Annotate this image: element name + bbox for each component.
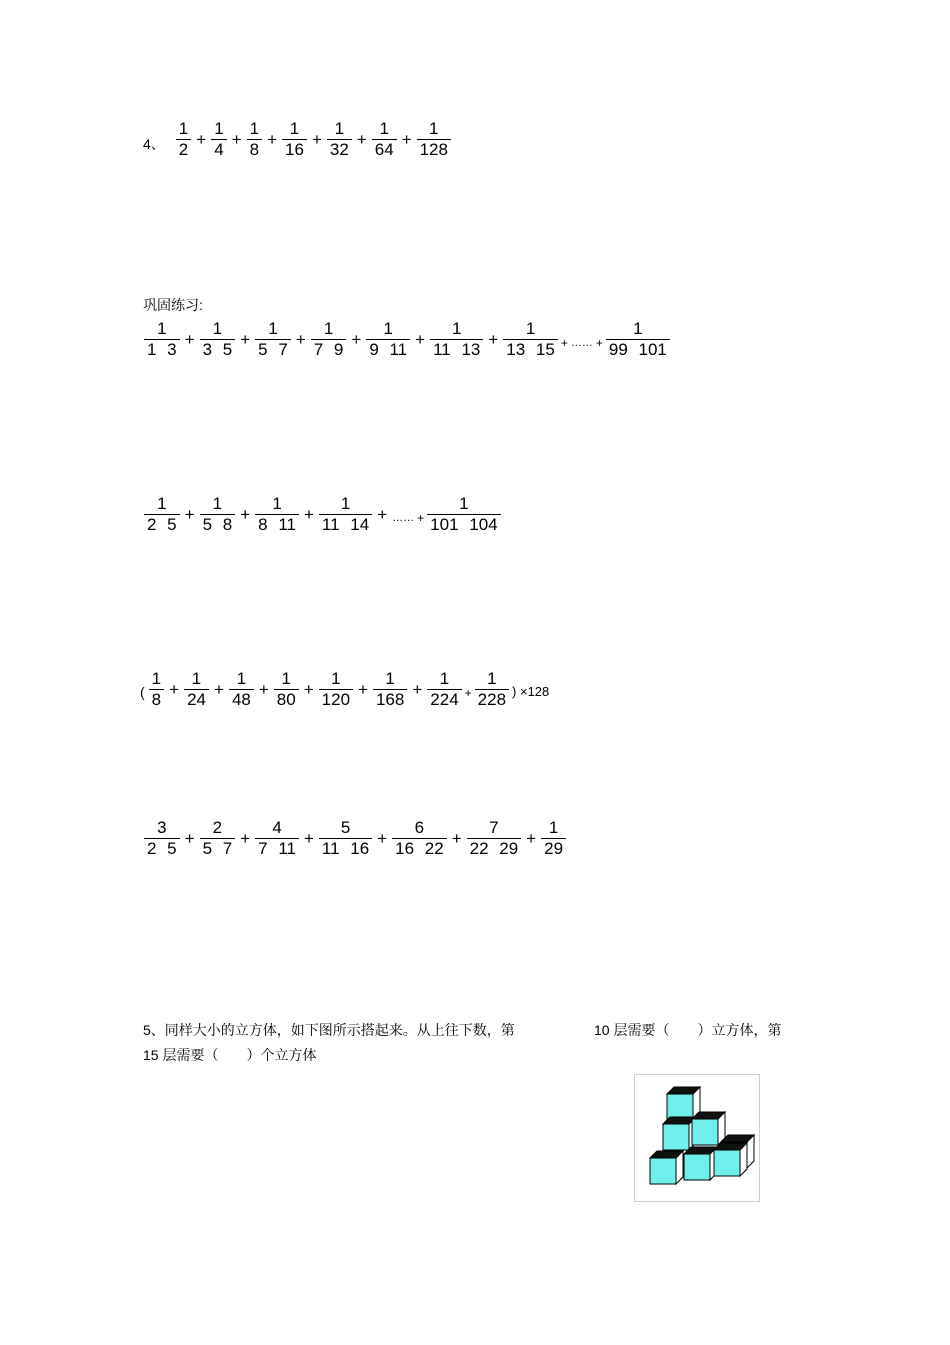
plus-sign: +: [169, 679, 180, 699]
cube: [684, 1147, 717, 1180]
problem-5-line-1-right: 10 层需要（ ）立方体，第: [594, 1022, 782, 1038]
problem-5-line-1-left: 5、同样大小的立方体，如下图所示搭起来。从上往下数，第: [143, 1022, 515, 1038]
fraction: $\frac{1}{29}$: [541, 818, 566, 859]
practice-expression-3: [140, 669, 549, 710]
plus-sign: +: [377, 504, 388, 524]
cube: [714, 1143, 747, 1176]
plus-sign: +: [451, 828, 462, 848]
cube: [663, 1117, 696, 1150]
plus-sign: +: [351, 329, 362, 349]
cube-front-face: [663, 1124, 689, 1150]
plus-sign: +: [196, 129, 207, 149]
fraction: $\frac{1}{11 14}$: [319, 494, 372, 535]
fraction: $\frac{1}{8 11}$: [255, 494, 299, 535]
cube-front-face: [650, 1158, 676, 1184]
fraction: $\frac{1}{8}$: [149, 669, 164, 710]
fraction: $\frac{1}{8}$: [247, 119, 262, 160]
fraction: $\frac{4}{7 11}$: [255, 818, 299, 859]
plus-sign: +: [488, 329, 499, 349]
cube-front-face: [667, 1094, 693, 1120]
fraction: $\frac{7}{22 29}$: [467, 818, 522, 859]
ellipsis: ……: [570, 336, 593, 349]
fraction: $\frac{1}{13 15}$: [503, 319, 558, 360]
fraction: $\frac{1}{32}$: [327, 119, 352, 160]
small-plus-sign: +: [560, 335, 568, 350]
small-plus-sign: +: [417, 510, 425, 525]
practice-heading: 巩固练习:: [143, 297, 203, 313]
fraction: $\frac{1}{2 5}$: [144, 494, 180, 535]
fraction: $\frac{1}{3 5}$: [200, 319, 236, 360]
fraction: $\frac{1}{128}$: [417, 119, 451, 160]
cube: [667, 1087, 700, 1120]
cube-front-face: [692, 1119, 718, 1145]
problem-4-expression: [143, 119, 452, 160]
fraction: $\frac{1}{1 3}$: [144, 319, 180, 360]
practice-expression-2: [143, 494, 502, 535]
fraction: $\frac{2}{5 7}$: [200, 818, 236, 859]
fraction: $\frac{1}{4}$: [211, 119, 226, 160]
practice-expression-1: [143, 319, 671, 360]
cube-front-face: [714, 1150, 740, 1176]
plus-sign: +: [303, 679, 314, 699]
plus-sign: +: [295, 329, 306, 349]
plus-sign: +: [303, 504, 314, 524]
fraction: $\frac{1}{120}$: [319, 669, 353, 710]
fraction: $\frac{1}{101 104}$: [427, 494, 500, 535]
plus-sign: +: [412, 679, 423, 699]
fraction: $\frac{1}{64}$: [372, 119, 397, 160]
plus-sign: +: [415, 329, 426, 349]
plus-sign: +: [377, 828, 388, 848]
plus-sign: +: [358, 679, 368, 699]
fraction: $\frac{6}{16 22}$: [392, 818, 447, 859]
plus-sign: +: [303, 828, 314, 848]
plus-sign: +: [240, 828, 251, 848]
fraction: $\frac{3}{2 5}$: [144, 818, 180, 859]
fraction: $\frac{1}{7 9}$: [311, 319, 347, 360]
plus-sign: +: [184, 504, 195, 524]
plus-sign: +: [258, 679, 269, 699]
plus-sign: +: [526, 828, 537, 848]
stacked-cubes-illustration: [634, 1074, 760, 1202]
problem-4-number: 4、: [143, 135, 165, 152]
fraction: $\frac{1}{24}$: [184, 669, 209, 710]
fraction: $\frac{1}{16}$: [282, 119, 307, 160]
fraction: $\frac{1}{80}$: [274, 669, 299, 710]
fraction: $\frac{1}{168}$: [373, 669, 407, 710]
plus-sign: +: [401, 129, 412, 149]
fraction: $\frac{1}{99 101}$: [606, 319, 670, 360]
plus-sign: +: [184, 329, 195, 349]
problem-5-line-2: 15 层需要（ ）个立方体: [143, 1047, 317, 1063]
plus-sign: +: [356, 129, 367, 149]
practice-expression-4: [143, 818, 567, 859]
ellipsis: ……: [392, 511, 415, 524]
close-paren-times-128: ) ×128: [512, 684, 550, 699]
fraction: $\frac{1}{5 8}$: [200, 494, 236, 535]
plus-sign: +: [240, 329, 251, 349]
cube-front-face: [684, 1154, 710, 1180]
plus-sign: +: [184, 828, 195, 848]
small-plus-sign: +: [464, 685, 472, 700]
cube: [692, 1112, 725, 1145]
fraction: $\frac{1}{9 11}$: [366, 319, 410, 360]
plus-sign: +: [311, 129, 322, 149]
fraction: $\frac{1}{11 13}$: [430, 319, 483, 360]
fraction: $\frac{5}{11 16}$: [319, 818, 372, 859]
fraction: $\frac{1}{5 7}$: [255, 319, 291, 360]
plus-sign: +: [240, 504, 251, 524]
small-plus-sign: +: [595, 335, 603, 350]
cube: [650, 1151, 683, 1184]
plus-sign: +: [214, 679, 224, 699]
stacked-cubes-figure: [634, 1074, 760, 1202]
fraction: $\frac{1}{228}$: [475, 669, 509, 710]
fraction: $\frac{1}{48}$: [229, 669, 254, 710]
fraction: $\frac{1}{224}$: [427, 669, 461, 710]
fraction: $\frac{1}{2}$: [176, 119, 191, 160]
open-parenthesis: (: [140, 683, 145, 700]
plus-sign: +: [267, 129, 278, 149]
plus-sign: +: [231, 129, 242, 149]
